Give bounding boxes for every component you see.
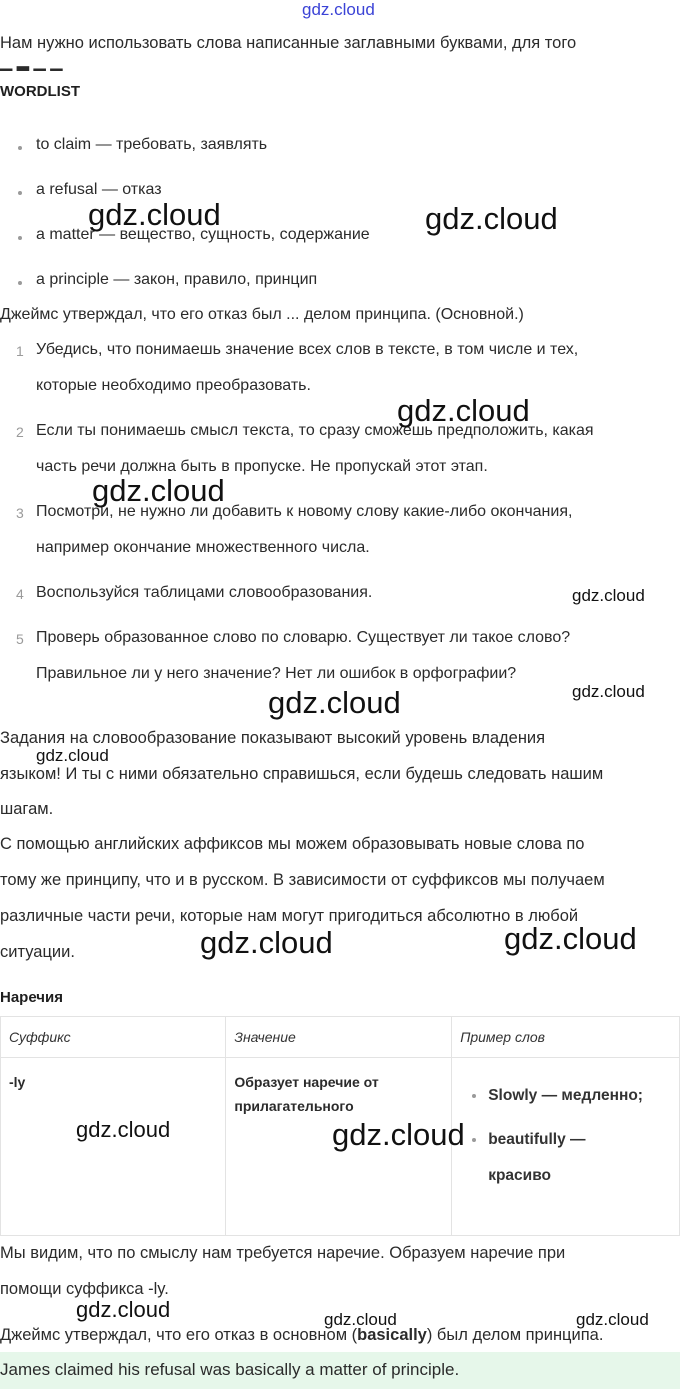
step-line: Убедись, что понимаешь значение всех слов в тексте, в том числе и тех, <box>36 341 579 358</box>
task-sentence: Джеймс утверждал, что его отказ был ... делом принципа. (Основной.) <box>0 306 524 323</box>
watermark: gdz.cloud <box>425 201 558 236</box>
bullet-dot <box>18 281 22 285</box>
watermark: gdz.cloud <box>76 1117 171 1142</box>
answer-text: James claimed his refusal was basically a matter of principle. <box>0 1360 460 1379</box>
step-line: Воспользуйся таблицами словообразования. <box>36 584 373 601</box>
watermark: gdz.cloud <box>200 925 333 960</box>
intro-cutoff-line: ▁ ▂ ▁ ▁ <box>0 54 63 71</box>
watermark: gdz.cloud <box>576 1310 649 1329</box>
bullet-dot <box>18 191 22 195</box>
step-line: например окончание множественного числа. <box>36 539 370 556</box>
examples-cell <box>452 1058 680 1236</box>
step-line: Проверь образованное слово по словарю. Существует ли такое слово? <box>36 629 571 646</box>
paragraph-line: Мы видим, что по смыслу нам требуется наречие. Образуем наречие при <box>0 1244 566 1262</box>
step-number: 2 <box>16 424 24 440</box>
examples-list <box>460 1078 671 1194</box>
meaning-text: Образует наречие от прилагательного <box>234 1074 379 1114</box>
step-number: 4 <box>16 586 24 602</box>
table-header: Суффикс <box>1 1017 226 1058</box>
intro-text: Нам нужно использовать слова написанные заглавными буквами, для того <box>0 34 577 52</box>
watermark-top: gdz.cloud <box>302 0 375 19</box>
step-line: часть речи должна быть в пропуске. Не пропускай этот этап. <box>36 458 488 475</box>
watermark: gdz.cloud <box>268 685 401 720</box>
paragraph-line: помощи суффикса -ly. <box>0 1280 169 1298</box>
step-line: Если ты понимаешь смысл текста, то сразу сможешь предположить, какая <box>36 422 594 439</box>
wordlist-item: to claim — требовать, заявлять <box>36 136 268 153</box>
paragraph-line: С помощью английских аффиксов мы можем образовывать новые слова по <box>0 835 585 853</box>
bullet-dot <box>18 236 22 240</box>
watermark: gdz.cloud <box>324 1310 397 1329</box>
watermark: gdz.cloud <box>76 1297 171 1322</box>
watermark: gdz.cloud <box>504 921 637 956</box>
adverbs-title: Наречия <box>0 989 63 1006</box>
watermark: gdz.cloud <box>572 586 645 605</box>
paragraph-line: тому же принципу, что и в русском. В зависимости от суффиксов мы получаем <box>0 871 605 889</box>
step-number: 5 <box>16 631 24 647</box>
final-before: Джеймс утверждал, что его отказ в основном ( <box>0 1326 358 1344</box>
paragraph-line: ситуации. <box>0 943 75 961</box>
paragraph-line: шагам. <box>0 800 54 818</box>
paragraph-line: языком! И ты с ними обязательно справишься, если будешь следовать нашим <box>0 765 604 783</box>
step-number: 3 <box>16 505 24 521</box>
suffix-cell: -ly <box>1 1058 226 1236</box>
wordlist-item: a matter — вещество, сущность, содержание <box>36 226 370 243</box>
example-item: Slowly — медленно; <box>488 1078 671 1114</box>
step-line: Правильное ли у него значение? Нет ли ошибок в орфографии? <box>36 665 517 682</box>
bullet-dot <box>18 146 22 150</box>
step-line: Посмотри, не нужно ли добавить к новому слову какие-либо окончания, <box>36 503 573 520</box>
table-header-row <box>1 1017 680 1058</box>
watermark: gdz.cloud <box>332 1117 465 1152</box>
watermark: gdz.cloud <box>92 473 225 508</box>
paragraph-line: Задания на словообразование показывают высокий уровень владения <box>0 729 546 747</box>
watermark: gdz.cloud <box>88 197 221 232</box>
final-after: ) был делом принципа. <box>426 1326 604 1344</box>
wordlist-item: a principle — закон, правило, принцип <box>36 271 318 288</box>
watermark: gdz.cloud <box>36 746 109 765</box>
wordlist-title: WORDLIST <box>0 83 80 100</box>
step-number: 1 <box>16 343 24 359</box>
final-bold-word: basically <box>357 1326 427 1344</box>
table-header: Пример слов <box>452 1017 680 1058</box>
final-sentence <box>0 1326 603 1345</box>
table-header: Значение <box>226 1017 452 1058</box>
paragraph-line: различные части речи, которые нам могут пригодиться абсолютно в любой <box>0 907 579 925</box>
wordlist-item: a refusal — отказ <box>36 181 162 198</box>
watermark: gdz.cloud <box>397 393 530 428</box>
watermark: gdz.cloud <box>572 682 645 701</box>
answer-box <box>0 1352 680 1389</box>
example-item: beautifully — красиво <box>488 1122 618 1194</box>
step-line: которые необходимо преобразовать. <box>36 377 311 394</box>
